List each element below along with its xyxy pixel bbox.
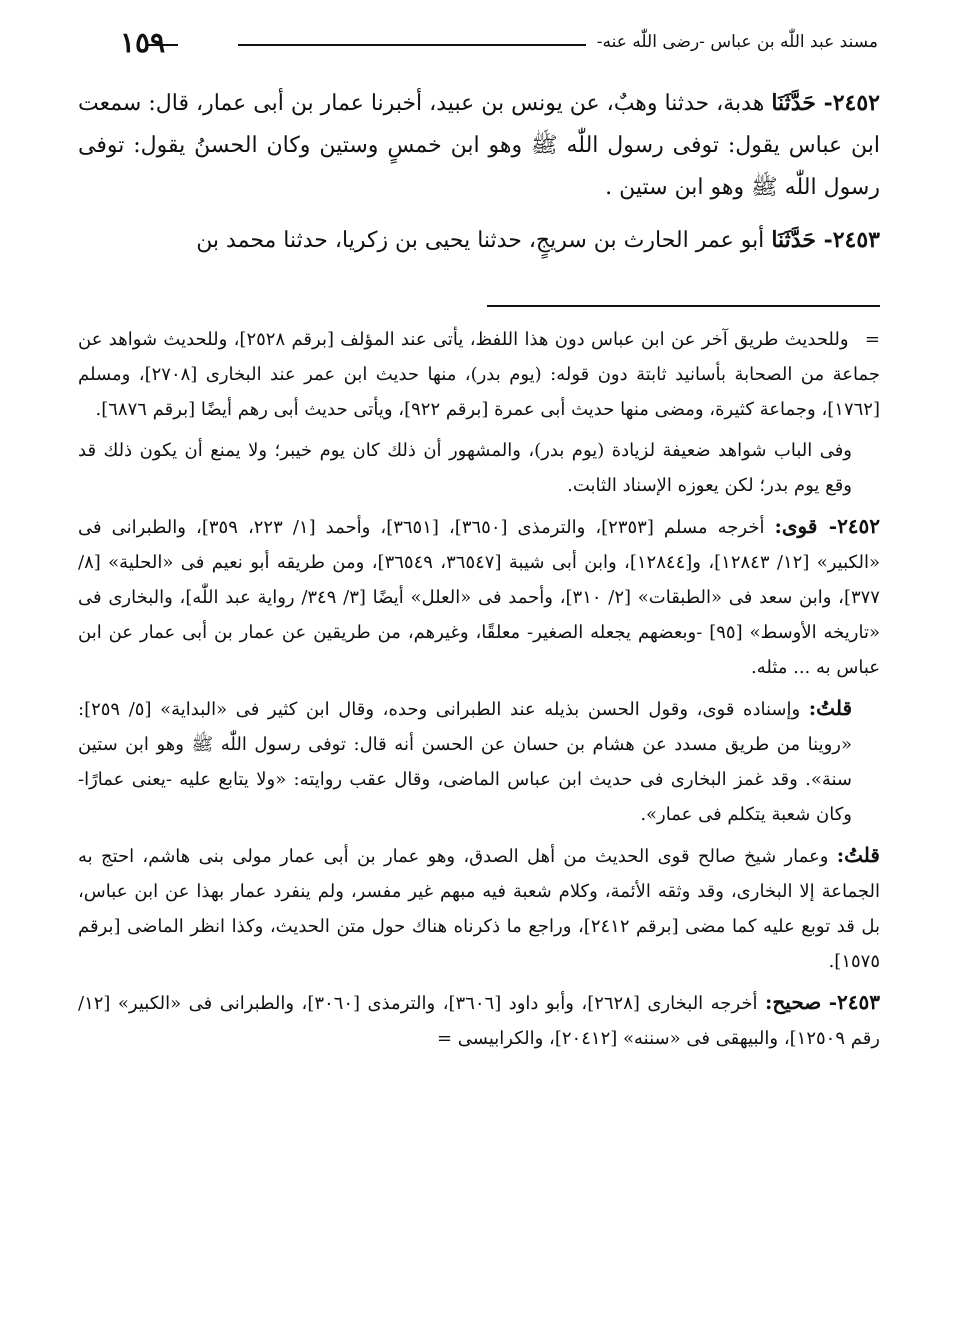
footnote-number: ٢٤٥٣: [837, 990, 880, 1014]
page-number: ١٥٩: [120, 26, 166, 59]
grade-label: صحيح:: [764, 990, 822, 1014]
footnote-separator: [487, 305, 880, 307]
comment-paragraph: قلتُ: وإسناده قوى، وقول الحسن بذيله عند الطبرانى وحده، وقال ابن كثير فى «البداية» [٥/ ٢٥٩]: «روينا من طريق مسدد عن هشام بن حسان عن الحسن أنه قال: توفى رسول اللّٰه ﷺ وهو ابن ستين سنة». وقد غمز البخارى فى حديث ابن عباس الماضى، وقال عقب روايته: «ولا يتابع عليه -يعنى عمارًا- وكان شعبة يتكلم فى عمار».: [78, 696, 852, 825]
comment-label: قلتُ:: [836, 843, 880, 867]
footnote-2452: ٢٤٥٢- قوى: أخرجه مسلم [٢٣٥٣]، والترمذى [٣٦٥٠]، [٣٦٥١]، وأحمد [١/ ٢٢٣، ٣٥٩]، والطبرانى فى «الكبير» [١٢/ ١٢٨٤٣]، و[١٢٨٤٤]، وابن أبى شيبة [٣٦٥٤٧، ٣٦٥٤٩]، ومن طريقه أبو نعيم فى «الحلية» [٨/ ٣٧٧]، وابن سعد فى «الطبقات» [٢/ ٣١٠]، وأحمد فى «العلل» أيضًا [٣/ ٣٤٩/ رواية عبد اللّٰه]، والبخارى فى «تاريخه الأوسط» [٩٥] -وبعضهم يجعله الصغير- معلقًا، وغيرهم، من طريقين عن عمار بن أبى عمار عن ابن عباس به ... مثله.: [78, 514, 881, 678]
footnotes: [78, 322, 880, 1062]
footnote-number: ٢٤٥٢: [837, 514, 881, 538]
footnote-paragraph: = وللحديث طريق آخر عن ابن عباس دون هذا اللفظ، يأتى عند المؤلف [برقم ٢٥٢٨]، وللحديث شواهد عن جماعة من الصحابة بأسانيد ثابتة دون قوله: (يوم بدر)، منها حديث ابن عمر عند البخارى [٢٧٠٨]، ومسلم [١٧٦٢]، وجماعة كثيرة، ومضى منها حديث أبى عمرة [برقم ٩٢٢]، ويأتى حديث أبى رهم أيضًا [برقم ٦٨٧٦].: [78, 329, 881, 420]
hadith-text: هدبة، حدثنا وهبٌ، عن يونس بن عبيد، أخبرنا عمار بن أبى عمار، قال: سمعت ابن عباس يقول: توفى رسول اللّٰه ﷺ وهو ابن خمسٍ وستين وكان الحسنُ يقول: توفى رسول اللّٰه ﷺ وهو ابن ستين .: [78, 91, 880, 200]
footnote-2453: ٢٤٥٣- صحيح: أخرجه البخارى [٢٦٢٨]، وأبو داود [٣٦٠٦]، والترمذى [٣٠٦٠]، والطبرانى فى «الكبير» [١٢/ رقم ١٢٥٠٩]، والبيهقى فى «سننه» [٢٠٤١٢]، والكرابيسى =: [78, 990, 880, 1049]
hadith-opening: حَدَّثَنَا: [771, 227, 816, 253]
hadith-2453: ٢٤٥٣- حَدَّثَنَا أبو عمر الحارث بن سريجٍ، حدثنا يحيى بن زكريا، حدثنا محمد بن: [196, 227, 880, 253]
hadith-text: أبو عمر الحارث بن سريجٍ، حدثنا يحيى بن زكريا، حدثنا محمد بن: [196, 228, 765, 253]
footnote-paragraph: وفى الباب شواهد ضعيفة لزيادة (يوم بدر)، والمشهور أن ذلك كان يوم خيبر؛ ولا يمنع أن يكون ذلك قد وقع يوم بدر؛ لكن يعوزه الإسناد الثابت.: [78, 440, 852, 496]
hadith-number: ٢٤٥٣: [832, 227, 880, 253]
grade-label: قوى:: [774, 514, 818, 538]
continuation-mark: =: [864, 329, 880, 350]
header-rule: [238, 44, 586, 46]
hadith-2452: ٢٤٥٢- حَدَّثَنَا هدبة، حدثنا وهبٌ، عن يونس بن عبيد، أخبرنا عمار بن أبى عمار، قال: سمعت ابن عباس يقول: توفى رسول اللّٰه ﷺ وهو ابن خمسٍ وستين وكان الحسنُ يقول: توفى رسول اللّٰه ﷺ وهو ابن ستين .: [78, 90, 880, 200]
comment-label: قلتُ:: [808, 696, 852, 720]
main-text: [78, 82, 880, 272]
hadith-opening: حَدَّثَنَا: [771, 90, 816, 116]
running-header: [78, 28, 878, 58]
header-title: مسند عبد اللّٰه بن عباس -رضى اللّٰه عنه-: [596, 32, 878, 52]
hadith-number: ٢٤٥٢: [832, 90, 880, 116]
comment-paragraph: قلتُ: وعمار شيخ صالح قوى الحديث من أهل الصدق، وهو عمار بن أبى عمار مولى بنى هاشم، احتج به الجماعة إلا البخارى، وقد وثقه الأئمة، وكلام شعبة فيه مبهم غير مفسر، ولم ينفرد عمار بهذا عن ابن عباس، بل قد توبع عليه كما مضى [برقم ٢٤١٢]، وراجع ما ذكرناه هناك حول متن الحديث، وكذا انظر الماضى [برقم ١٥٧٥].: [78, 843, 881, 972]
